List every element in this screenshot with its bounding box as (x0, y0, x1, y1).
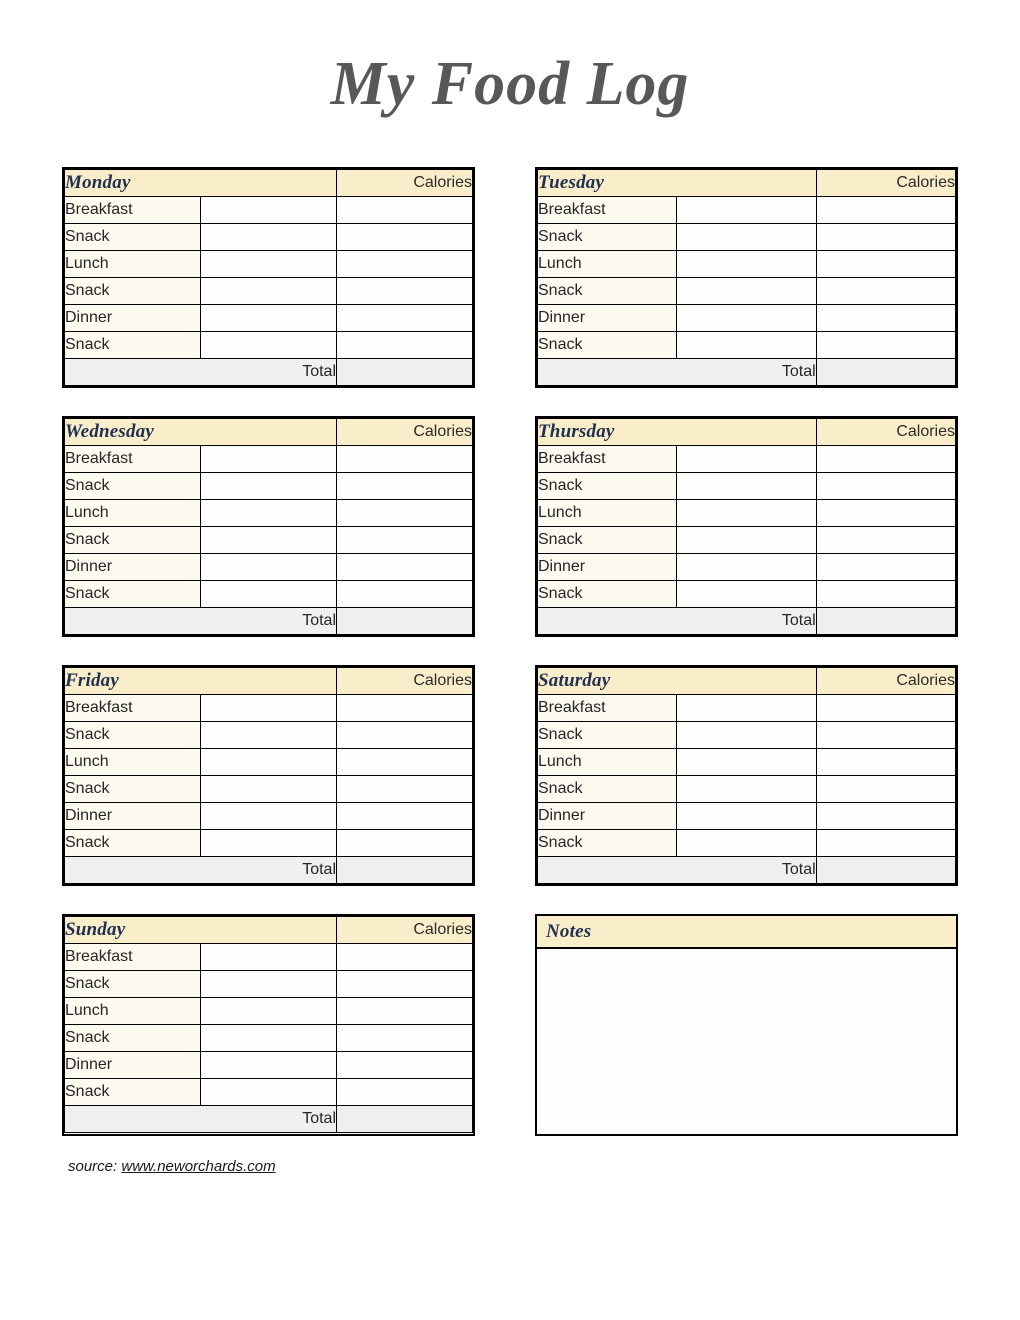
meal-calories-field[interactable] (337, 473, 473, 500)
total-calories-field[interactable] (816, 359, 955, 386)
meal-calories-field[interactable] (816, 278, 955, 305)
meal-label: Snack (65, 830, 201, 857)
table-row (65, 197, 473, 224)
day-title: Sunday (65, 917, 337, 944)
total-calories-field[interactable] (337, 857, 473, 884)
table-row (538, 305, 956, 332)
table-row (65, 332, 473, 359)
meal-entry-field[interactable] (677, 722, 816, 749)
table-row (65, 527, 473, 554)
meal-calories-field[interactable] (816, 695, 955, 722)
calories-column-header: Calories (816, 419, 955, 446)
meal-label: Snack (65, 1025, 201, 1052)
day-table-tuesday (537, 169, 956, 386)
table-total-row (65, 857, 473, 884)
table-row (65, 581, 473, 608)
table-header-row (538, 170, 956, 197)
table-row (65, 1025, 473, 1052)
meal-calories-field[interactable] (337, 803, 473, 830)
table-row (65, 446, 473, 473)
table-row (65, 473, 473, 500)
table-row (65, 749, 473, 776)
total-calories-field[interactable] (337, 359, 473, 386)
meal-label: Snack (538, 830, 677, 857)
meal-label: Breakfast (538, 695, 677, 722)
total-calories-field[interactable] (816, 608, 955, 635)
meal-entry-field[interactable] (677, 332, 816, 359)
meal-calories-field[interactable] (337, 446, 473, 473)
meal-entry-field[interactable] (201, 944, 337, 971)
meal-entry-field[interactable] (201, 998, 337, 1025)
table-row (65, 971, 473, 998)
table-row (65, 944, 473, 971)
calories-column-header: Calories (337, 170, 473, 197)
meal-label: Breakfast (65, 197, 201, 224)
meal-calories-field[interactable] (337, 554, 473, 581)
meal-label: Snack (538, 581, 677, 608)
meal-label: Breakfast (538, 446, 677, 473)
meal-label: Lunch (538, 251, 677, 278)
table-row (65, 305, 473, 332)
meal-label: Snack (65, 776, 201, 803)
table-row (65, 1079, 473, 1106)
meal-calories-field[interactable] (816, 473, 955, 500)
table-row (538, 197, 956, 224)
page-title: My Food Log (330, 50, 690, 118)
meal-entry-field[interactable] (201, 554, 337, 581)
meal-entry-field[interactable] (201, 500, 337, 527)
table-row (65, 830, 473, 857)
meal-entry-field[interactable] (677, 695, 816, 722)
meal-entry-field[interactable] (201, 305, 337, 332)
table-row (65, 695, 473, 722)
notes-card (535, 914, 958, 1136)
table-row (65, 1052, 473, 1079)
meal-label: Snack (65, 332, 201, 359)
meal-label: Snack (538, 224, 677, 251)
meal-label: Lunch (538, 749, 677, 776)
notes-title: Notes (546, 920, 592, 942)
table-row (65, 278, 473, 305)
meal-calories-field[interactable] (816, 554, 955, 581)
meal-calories-field[interactable] (337, 722, 473, 749)
meal-calories-field[interactable] (816, 197, 955, 224)
table-row (538, 722, 956, 749)
meal-entry-field[interactable] (677, 803, 816, 830)
table-row (538, 830, 956, 857)
meal-label: Lunch (65, 500, 201, 527)
meal-calories-field[interactable] (816, 332, 955, 359)
total-calories-field[interactable] (337, 608, 473, 635)
table-row (538, 554, 956, 581)
meal-label: Snack (65, 1079, 201, 1106)
meal-entry-field[interactable] (201, 1052, 337, 1079)
table-row (65, 998, 473, 1025)
day-card-tuesday (535, 167, 958, 388)
meal-entry-field[interactable] (677, 554, 816, 581)
notes-header (537, 916, 956, 949)
table-row (538, 446, 956, 473)
table-row (538, 251, 956, 278)
day-card-monday (62, 167, 475, 388)
meal-label: Breakfast (65, 695, 201, 722)
meal-label: Lunch (65, 749, 201, 776)
table-row (538, 581, 956, 608)
meal-label: Breakfast (65, 944, 201, 971)
meal-entry-field[interactable] (201, 224, 337, 251)
meal-calories-field[interactable] (337, 749, 473, 776)
meal-label: Breakfast (538, 197, 677, 224)
day-card-thursday (535, 416, 958, 637)
meal-entry-field[interactable] (201, 1025, 337, 1052)
day-table-saturday (537, 667, 956, 884)
meal-calories-field[interactable] (337, 776, 473, 803)
meal-entry-field[interactable] (201, 1079, 337, 1106)
day-title: Saturday (538, 668, 817, 695)
meal-label: Snack (65, 278, 201, 305)
meal-entry-field[interactable] (677, 305, 816, 332)
meal-entry-field[interactable] (201, 695, 337, 722)
meal-calories-field[interactable] (816, 776, 955, 803)
meal-calories-field[interactable] (337, 1079, 473, 1106)
total-calories-field[interactable] (337, 1106, 473, 1133)
meal-label: Breakfast (65, 446, 201, 473)
meal-calories-field[interactable] (816, 803, 955, 830)
meal-calories-field[interactable] (816, 446, 955, 473)
meal-entry-field[interactable] (677, 278, 816, 305)
source-attribution (68, 1158, 276, 1175)
table-row (538, 278, 956, 305)
day-table-thursday (537, 418, 956, 635)
table-header-row (538, 668, 956, 695)
calories-column-header: Calories (816, 668, 955, 695)
day-table-wednesday (64, 418, 473, 635)
total-label: Total (65, 608, 337, 635)
table-row (538, 776, 956, 803)
meal-calories-field[interactable] (337, 500, 473, 527)
meal-entry-field[interactable] (677, 776, 816, 803)
notes-textarea[interactable] (537, 949, 956, 1134)
meal-entry-field[interactable] (677, 749, 816, 776)
meal-label: Dinner (538, 305, 677, 332)
meal-calories-field[interactable] (816, 722, 955, 749)
meal-label: Lunch (65, 251, 201, 278)
source-prefix-label: source: (68, 1158, 122, 1175)
meal-label: Dinner (65, 803, 201, 830)
meal-entry-field[interactable] (201, 251, 337, 278)
total-label: Total (538, 359, 817, 386)
meal-entry-field[interactable] (201, 776, 337, 803)
day-table-sunday (64, 916, 473, 1133)
table-row (538, 224, 956, 251)
table-header-row (65, 668, 473, 695)
source-url-link[interactable]: www.neworchards.com (121, 1158, 276, 1175)
meal-calories-field[interactable] (337, 1025, 473, 1052)
table-total-row (538, 359, 956, 386)
meal-calories-field[interactable] (337, 251, 473, 278)
meal-label: Lunch (538, 500, 677, 527)
meal-calories-field[interactable] (337, 581, 473, 608)
table-row (65, 776, 473, 803)
table-row (65, 722, 473, 749)
day-cards-grid (62, 167, 958, 1136)
table-row (538, 500, 956, 527)
meal-entry-field[interactable] (677, 224, 816, 251)
meal-label: Dinner (65, 1052, 201, 1079)
meal-calories-field[interactable] (337, 305, 473, 332)
day-title: Wednesday (65, 419, 337, 446)
meal-calories-field[interactable] (816, 500, 955, 527)
meal-entry-field[interactable] (201, 446, 337, 473)
total-label: Total (538, 608, 817, 635)
meal-calories-field[interactable] (816, 830, 955, 857)
meal-label: Dinner (538, 554, 677, 581)
meal-label: Snack (538, 332, 677, 359)
meal-entry-field[interactable] (677, 581, 816, 608)
meal-calories-field[interactable] (337, 527, 473, 554)
day-card-friday (62, 665, 475, 886)
day-title: Tuesday (538, 170, 817, 197)
meal-label: Dinner (65, 305, 201, 332)
meal-label: Dinner (538, 803, 677, 830)
meal-entry-field[interactable] (201, 749, 337, 776)
meal-calories-field[interactable] (337, 197, 473, 224)
meal-calories-field[interactable] (337, 998, 473, 1025)
table-row (65, 251, 473, 278)
meal-label: Snack (65, 581, 201, 608)
meal-entry-field[interactable] (677, 446, 816, 473)
table-total-row (538, 608, 956, 635)
meal-entry-field[interactable] (677, 251, 816, 278)
meal-label: Snack (538, 278, 677, 305)
day-card-wednesday (62, 416, 475, 637)
table-row (538, 332, 956, 359)
meal-label: Snack (65, 527, 201, 554)
total-label: Total (65, 857, 337, 884)
total-calories-field[interactable] (816, 857, 955, 884)
meal-entry-field[interactable] (677, 500, 816, 527)
meal-calories-field[interactable] (816, 305, 955, 332)
food-log-sheet (62, 167, 958, 1136)
table-row (65, 500, 473, 527)
meal-entry-field[interactable] (201, 830, 337, 857)
meal-calories-field[interactable] (337, 278, 473, 305)
table-row (65, 554, 473, 581)
table-total-row (538, 857, 956, 884)
meal-calories-field[interactable] (816, 581, 955, 608)
meal-calories-field[interactable] (337, 1052, 473, 1079)
meal-calories-field[interactable] (816, 224, 955, 251)
meal-calories-field[interactable] (337, 944, 473, 971)
meal-calories-field[interactable] (337, 224, 473, 251)
table-total-row (65, 359, 473, 386)
meal-calories-field[interactable] (337, 332, 473, 359)
meal-entry-field[interactable] (677, 473, 816, 500)
day-title: Thursday (538, 419, 817, 446)
meal-label: Snack (538, 776, 677, 803)
meal-calories-field[interactable] (337, 695, 473, 722)
meal-entry-field[interactable] (201, 197, 337, 224)
table-header-row (65, 170, 473, 197)
meal-entry-field[interactable] (677, 830, 816, 857)
calories-column-header: Calories (337, 917, 473, 944)
table-header-row (65, 917, 473, 944)
calories-column-header: Calories (337, 668, 473, 695)
meal-entry-field[interactable] (677, 197, 816, 224)
day-title: Monday (65, 170, 337, 197)
meal-entry-field[interactable] (201, 581, 337, 608)
table-row (65, 803, 473, 830)
total-label: Total (538, 857, 817, 884)
table-row (538, 473, 956, 500)
meal-calories-field[interactable] (337, 971, 473, 998)
day-table-friday (64, 667, 473, 884)
table-total-row (65, 1106, 473, 1133)
meal-calories-field[interactable] (816, 749, 955, 776)
table-header-row (65, 419, 473, 446)
meal-entry-field[interactable] (201, 722, 337, 749)
calories-column-header: Calories (816, 170, 955, 197)
day-title: Friday (65, 668, 337, 695)
day-card-saturday (535, 665, 958, 886)
meal-label: Snack (65, 722, 201, 749)
meal-entry-field[interactable] (201, 332, 337, 359)
day-table-monday (64, 169, 473, 386)
total-label: Total (65, 1106, 337, 1133)
table-header-row (538, 419, 956, 446)
meal-entry-field[interactable] (677, 527, 816, 554)
table-row (538, 527, 956, 554)
meal-label: Snack (538, 722, 677, 749)
table-row (538, 803, 956, 830)
table-row (538, 749, 956, 776)
meal-label: Dinner (65, 554, 201, 581)
day-card-sunday (62, 914, 475, 1136)
meal-label: Snack (538, 473, 677, 500)
total-label: Total (65, 359, 337, 386)
meal-entry-field[interactable] (201, 473, 337, 500)
table-total-row (65, 608, 473, 635)
meal-calories-field[interactable] (816, 251, 955, 278)
meal-calories-field[interactable] (337, 830, 473, 857)
meal-entry-field[interactable] (201, 527, 337, 554)
table-row (538, 695, 956, 722)
meal-label: Snack (65, 224, 201, 251)
meal-label: Lunch (65, 998, 201, 1025)
meal-calories-field[interactable] (816, 527, 955, 554)
calories-column-header: Calories (337, 419, 473, 446)
meal-entry-field[interactable] (201, 803, 337, 830)
meal-entry-field[interactable] (201, 278, 337, 305)
meal-label: Snack (65, 971, 201, 998)
table-row (65, 224, 473, 251)
meal-label: Snack (65, 473, 201, 500)
meal-entry-field[interactable] (201, 971, 337, 998)
meal-label: Snack (538, 527, 677, 554)
